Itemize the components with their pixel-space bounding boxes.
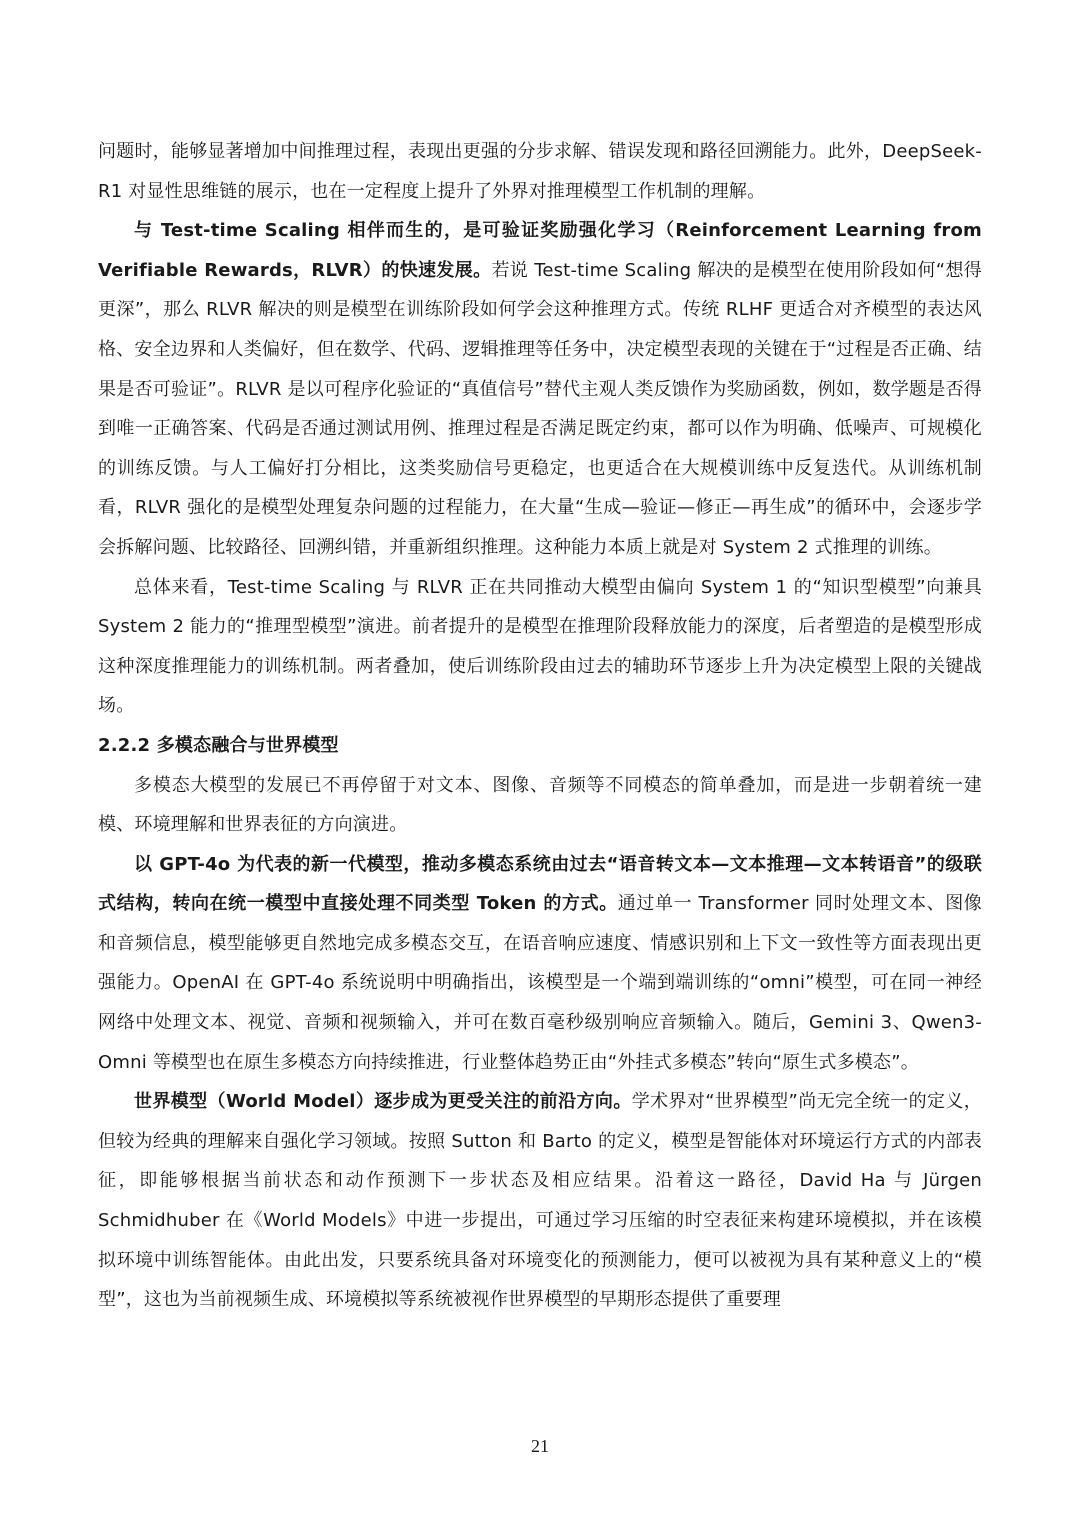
paragraph-rlvr (98, 211, 982, 567)
paragraph-summary: 总体来看，Test-time Scaling 与 RLVR 正在共同推动大模型由偏向 System 1 的“知识型模型”向兼具 System 2 能力的“推理型模型”演进。前者提升的是模型在推理阶段释放能力的深度，后者塑造的是模型形成这种深度推理能力的训练机制。两者叠加，使后训练阶段由过去的辅助环节逐步上升为决定模型上限的关键战场。 (98, 576, 982, 717)
paragraph-rlvr-bold-lead: 与 Test-time Scaling 相伴而生的，是可验证奖励强化学习（Reinforcement Learning from Verifiable Rewards，RLVR）的快速发展。 (98, 220, 982, 281)
paragraph-multimodal-intro: 多模态大模型的发展已不再停留于对文本、图像、音频等不同模态的简单叠加，而是进一步朝着统一建模、环境理解和世界表征的方向演进。 (98, 774, 982, 836)
paragraph-continued: 问题时，能够显著增加中间推理过程，表现出更强的分步求解、错误发现和路径回溯能力。此外，DeepSeek-R1 对显性思维链的展示，也在一定程度上提升了外界对推理模型工作机制的理解。 (98, 141, 982, 202)
paragraph-gpt4o-body: 通过单一 Transformer 同时处理文本、图像和音频信息，模型能够更自然地完成多模态交互，在语音响应速度、情感识别和上下文一致性等方面表现出更强能力。OpenAI 在 GPT-4o 系统说明中明确指出，该模型是一个端到端训练的“omni”模型，可在同一神经网络中处理文本、视觉、音频和视频输入，并可在数百毫秒级别响应音频输入。随后，Gemini 3、Qwen3-Omni 等模型也在原生多模态方向持续推进，行业整体趋势正由“外挂式多模态”转向“原生式多模态”。 (98, 893, 982, 1073)
body-text (98, 132, 982, 1320)
paragraph-rlvr-body: 若说 Test-time Scaling 解决的是模型在使用阶段如何“想得更深”，那么 RLVR 解决的则是模型在训练阶段如何学会这种推理方式。传统 RLHF 更适合对齐模型的表达风格、安全边界和人类偏好，但在数学、代码、逻辑推理等任务中，决定模型表现的关键在于“过程是否正确、结果是否可验证”。RLVR 是以可程序化验证的“真值信号”替代主观人类反馈作为奖励函数，例如，数学题是否得到唯一正确答案、代码是否通过测试用例、推理过程是否满足既定约束，都可以作为明确、低噪声、可规模化的训练反馈。与人工偏好打分相比，这类奖励信号更稳定，也更适合在大规模训练中反复迭代。从训练机制看，RLVR 强化的是模型处理复杂问题的过程能力，在大量“生成—验证—修正—再生成”的循环中，会逐步学会拆解问题、比较路径、回溯纠错，并重新组织推理。这种能力本质上就是对 System 2 式推理的训练。 (98, 259, 983, 558)
paragraph-world-model-body: 学术界对“世界模型”尚无完全统一的定义，但较为经典的理解来自强化学习领域。按照 Sutton 和 Barto 的定义，模型是智能体对环境运行方式的内部表征，即能够根据当前状态和动作预测下一步状态及相应结果。沿着这一路径，David Ha 与 Jürgen Schmidhuber 在《World Models》中进一步提出，可通过学习压缩的时空表征来构建环境模拟，并在该模拟环境中训练智能体。由此出发，只要系统具备对环境变化的预测能力，便可以被视为具有某种意义上的“模型”，这也为当前视频生成、环境模拟等系统被视作世界模型的早期形态提供了重要理 (98, 1091, 982, 1311)
section-heading: 2.2.2 多模态融合与世界模型 (98, 734, 339, 756)
paragraph-world-model (98, 1082, 982, 1320)
page-number: 21 (531, 1436, 549, 1456)
paragraph-gpt4o-bold-lead: 以 GPT-4o 为代表的新一代模型，推动多模态系统由过去“语音转文本—文本推理—文本转语音”的级联式结构，转向在统一模型中直接处理不同类型 Token 的方式。 (98, 853, 982, 915)
paragraph-gpt4o (98, 845, 982, 1083)
paragraph-world-model-bold-lead: 世界模型（World Model）逐步成为更受关注的前沿方向。 (134, 1091, 632, 1113)
